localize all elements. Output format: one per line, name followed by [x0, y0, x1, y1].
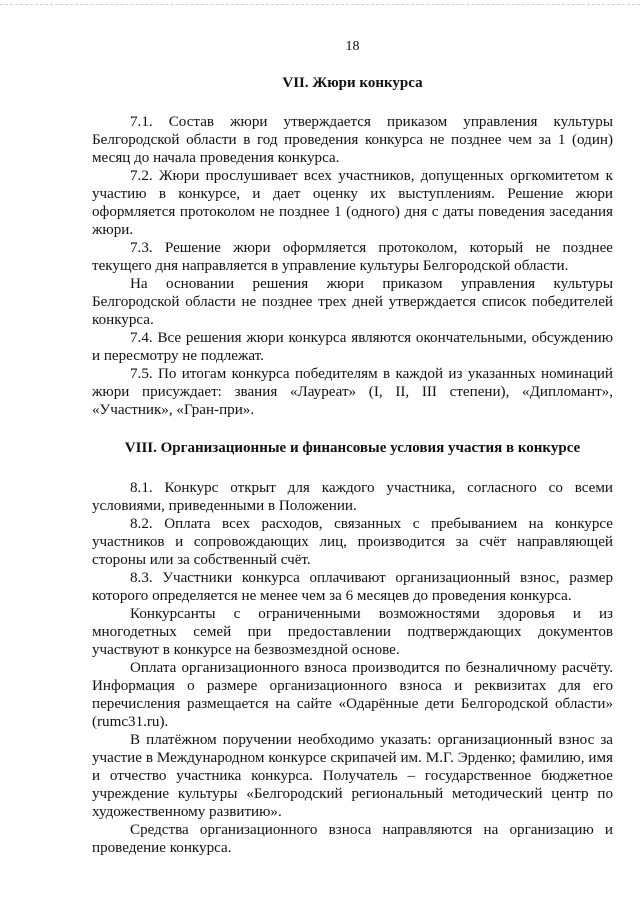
paragraph-7-5: 7.5. По итогам конкурса победителям в каждой из указанных номинаций жюри присуждает: звания «Лауреат» (I, II, III степени), «Дипломант», «Участник», «Гран-при».	[92, 366, 613, 418]
paragraph-7-2: 7.2. Жюри прослушивает всех участников, допущенных оргкомитетом к участию в конкурсе, и дает оценку их выступлениям. Решение жюри оформляется протоколом не позднее 1 (одного) дня с даты поведения заседания жюри.	[92, 168, 613, 238]
document-page	[92, 38, 613, 857]
section-conditions	[92, 479, 613, 857]
paragraph-7-1: 7.1. Состав жюри утверждается приказом управления культуры Белгородской области в год проведения конкурса не позднее чем за 1 (один) месяц до начала проведения конкурса.	[92, 114, 613, 166]
paragraph-8-3: 8.3. Участники конкурса оплачивают организационный взнос, размер которого определяется не менее чем за 6 месяцев до проведения конкурса.	[92, 570, 613, 604]
paragraph-payment-order: В платёжном поручении необходимо указать: организационный взнос за участие в Международном конкурсе скрипачей им. М.Г. Эрденко; фамилию, имя и отчество участника конкурса. Получатель – государственное бюджетное учреждение культуры «Белгородский региональный методический центр по художественному развитию».	[92, 732, 613, 820]
paragraph-payment-method: Оплата организационного взноса производится по безналичному расчёту. Информация о размере организационного взноса и реквизитах для его перечисления размещается на сайте «Одарённые дети Белгородской области» (rumc31.ru).	[92, 660, 613, 730]
paragraph-7-3: 7.3. Решение жюри оформляется протоколом, который не позднее текущего дня направляется в управление культуры Белгородской области.	[92, 240, 613, 274]
paragraph-funds-usage: Средства организационного взноса направляются на организацию и проведение конкурса.	[92, 822, 613, 856]
page-number: 18	[345, 39, 360, 54]
section-heading-jury: VII. Жюри конкурса	[282, 75, 423, 91]
paragraph-8-2: 8.2. Оплата всех расходов, связанных с пребыванием на конкурсе участников и сопровождающих лиц, производится за счёт направляющей стороны или за собственный счёт.	[92, 516, 613, 568]
scan-top-edge	[0, 4, 640, 6]
paragraph-8-1: 8.1. Конкурс открыт для каждого участника, согласного со всеми условиями, приведенными в Положении.	[92, 480, 613, 514]
section-jury	[92, 113, 613, 419]
section-heading-conditions: VIII. Организационные и финансовые условия участия в конкурсе	[124, 440, 581, 456]
paragraph-free-participation: Конкурсанты с ограниченными возможностями здоровья и из многодетных семей при предоставлении подтверждающих документов участвуют в конкурсе на безвозмездной основе.	[92, 606, 613, 658]
paragraph-7-4: 7.4. Все решения жюри конкурса являются окончательными, обсуждению и пересмотру не подлежат.	[92, 330, 613, 364]
paragraph-winners-list: На основании решения жюри приказом управления культуры Белгородской области не позднее трех дней утверждается список победителей конкурса.	[92, 276, 613, 328]
